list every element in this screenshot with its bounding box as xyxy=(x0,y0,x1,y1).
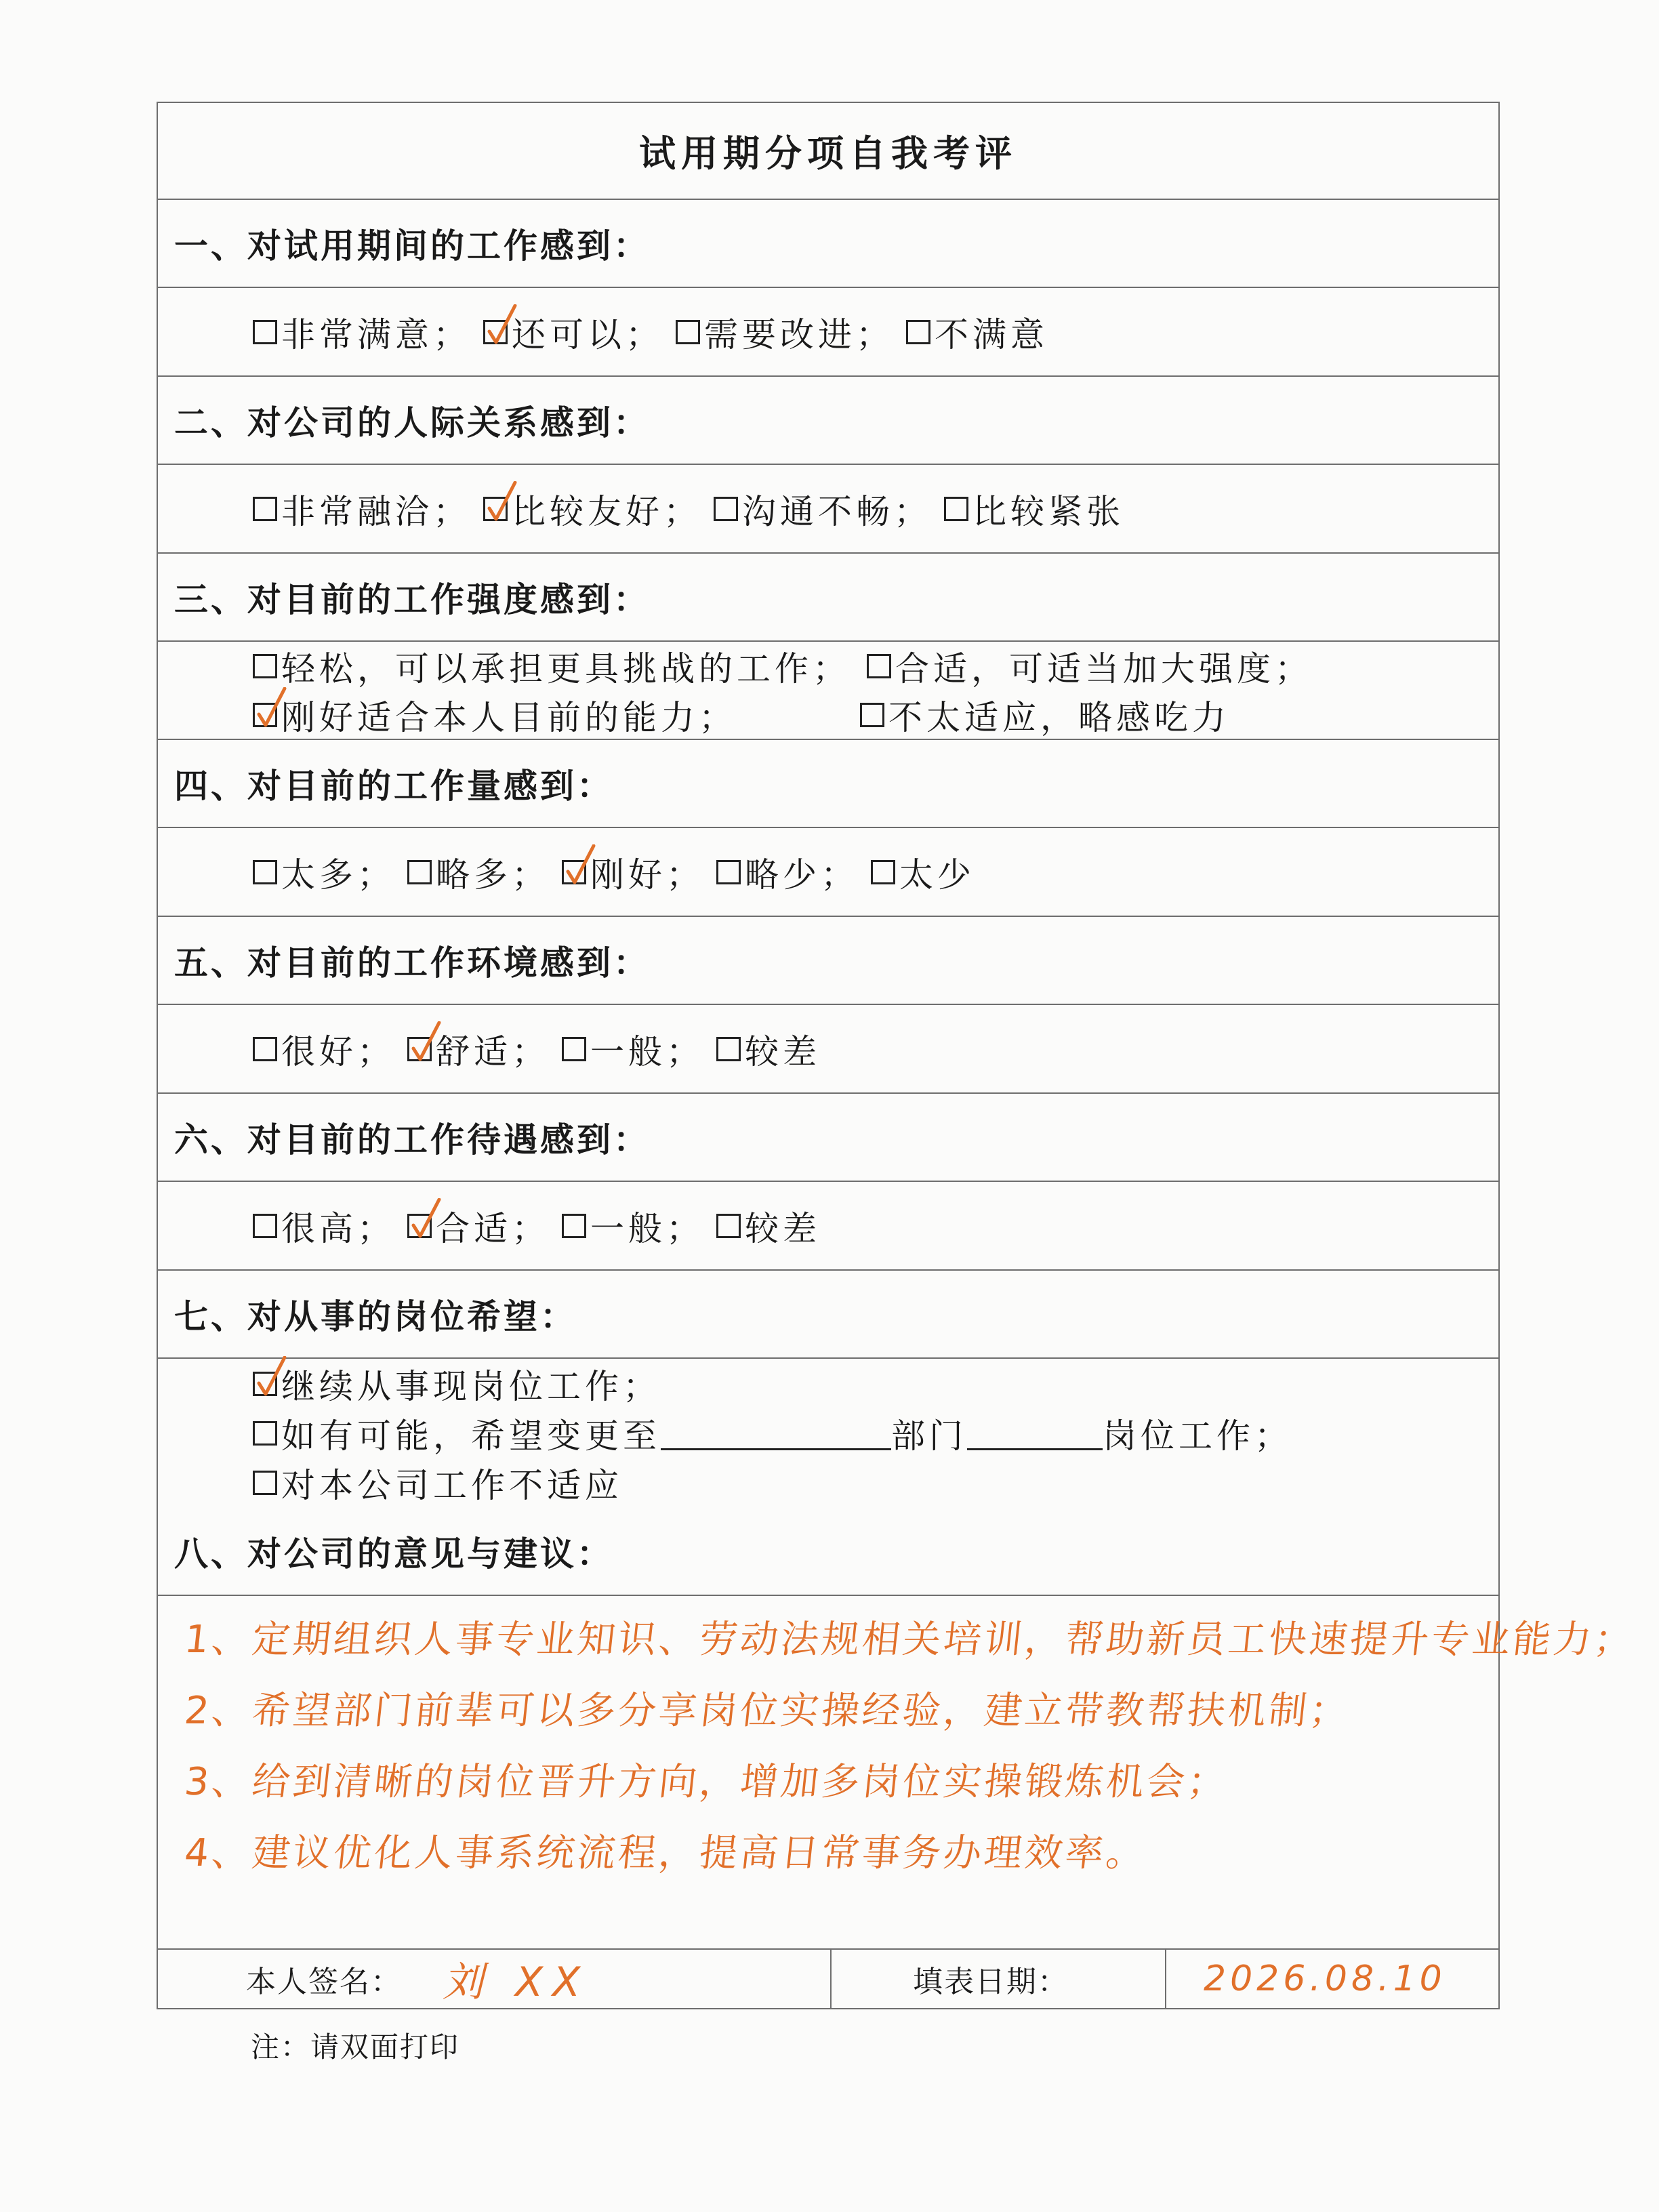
option-label: 比较友好； xyxy=(512,491,701,531)
option-label: 对本公司工作不适应 xyxy=(281,1466,623,1506)
checkbox-icon[interactable] xyxy=(871,860,895,884)
checkbox-option[interactable] xyxy=(860,691,1230,739)
checkbox-icon[interactable] xyxy=(906,320,930,344)
checkbox-option[interactable] xyxy=(253,1202,395,1250)
date-label-cell xyxy=(832,1950,1166,2008)
checked-box-icon[interactable] xyxy=(562,860,586,884)
section-heading-1: 一、对试用期间的工作感到： xyxy=(158,200,1498,288)
print-note: 注：请双面打印 xyxy=(251,2030,460,2064)
option-line xyxy=(253,642,1498,691)
checkbox-icon[interactable] xyxy=(716,1214,741,1238)
option-line xyxy=(253,1458,1498,1508)
option-label: 较差 xyxy=(745,1031,821,1071)
option-label: 很好； xyxy=(281,1031,395,1071)
checkbox-option[interactable] xyxy=(253,1359,661,1408)
checked-box-icon[interactable] xyxy=(483,497,508,521)
checkbox-option[interactable] xyxy=(906,308,1048,356)
checkbox-option[interactable] xyxy=(253,691,737,739)
form-title: 试用期分项自我考评 xyxy=(158,103,1498,200)
option-label: 舒适； xyxy=(436,1031,550,1071)
option-label: 太少 xyxy=(899,855,975,895)
date-value[interactable]: 2026.08.10 xyxy=(1204,1959,1446,1999)
department-blank[interactable] xyxy=(661,1416,891,1450)
suggestion-3: 3、给到清晰的岗位晋升方向，增加多岗位实操锻炼机会； xyxy=(182,1760,1231,1804)
section-heading-3: 三、对目前的工作强度感到： xyxy=(158,554,1498,642)
checkbox-option[interactable] xyxy=(253,485,471,533)
checked-box-icon[interactable] xyxy=(407,1037,432,1061)
checkbox-icon[interactable] xyxy=(253,1421,277,1446)
checkbox-option[interactable] xyxy=(253,1458,623,1507)
checkbox-icon[interactable] xyxy=(253,497,277,521)
checkbox-icon[interactable] xyxy=(867,654,891,678)
sections xyxy=(158,200,1498,1508)
checked-box-icon[interactable] xyxy=(407,1214,432,1238)
option-line xyxy=(253,308,1061,356)
checkbox-option[interactable] xyxy=(253,642,851,691)
option-line xyxy=(253,1025,833,1073)
date-label: 填表日期： xyxy=(913,1965,1069,1999)
option-label: 还可以； xyxy=(512,314,663,354)
checkbox-icon[interactable] xyxy=(253,1214,277,1238)
section-heading-6: 六、对目前的工作待遇感到： xyxy=(158,1094,1498,1182)
option-label: 太多； xyxy=(281,855,395,895)
section-heading-7: 七、对从事的岗位希望： xyxy=(158,1271,1498,1359)
checkbox-icon[interactable] xyxy=(714,497,738,521)
checkbox-option[interactable] xyxy=(867,642,1313,691)
checked-box-icon[interactable] xyxy=(253,1372,277,1396)
section-heading-4: 四、对目前的工作量感到： xyxy=(158,740,1498,828)
checkbox-option[interactable] xyxy=(407,1025,550,1073)
section-options-6 xyxy=(158,1182,1498,1271)
signature-cell xyxy=(158,1950,832,2008)
checkbox-icon[interactable] xyxy=(562,1037,586,1061)
option-line xyxy=(253,1408,1498,1458)
checkbox-icon[interactable] xyxy=(253,320,277,344)
checkbox-option[interactable] xyxy=(483,308,663,356)
option-line xyxy=(253,691,1498,739)
checkbox-option[interactable] xyxy=(716,848,859,897)
suggestions-area[interactable] xyxy=(158,1596,1637,1950)
checkbox-option[interactable] xyxy=(871,848,975,897)
suggestion-1: 1、定期组织人事专业知识、劳动法规相关培训，帮助新员工快速提升专业能力； xyxy=(182,1618,1637,1662)
option-label: 如有可能，希望变更至 xyxy=(281,1416,661,1456)
section-heading-8: 八、对公司的意见与建议： xyxy=(158,1508,1498,1596)
checkbox-icon[interactable] xyxy=(253,860,277,884)
option-line xyxy=(253,1202,833,1250)
checkbox-option[interactable] xyxy=(253,848,395,897)
checkbox-option[interactable] xyxy=(483,485,701,533)
option-label: 刚好适合本人目前的能力； xyxy=(281,697,737,737)
checkbox-icon[interactable] xyxy=(860,703,884,727)
checkbox-option[interactable] xyxy=(944,485,1124,533)
option-label: 较差 xyxy=(745,1208,821,1248)
evaluation-form xyxy=(157,102,1637,2009)
option-label: 合适； xyxy=(436,1208,550,1248)
option-line xyxy=(253,485,1136,533)
date-value-cell xyxy=(1166,1950,1498,2008)
section-options-1 xyxy=(158,288,1498,377)
checkbox-icon[interactable] xyxy=(716,860,741,884)
checkbox-option[interactable] xyxy=(716,1202,821,1250)
checkbox-icon[interactable] xyxy=(407,860,432,884)
section-options-5 xyxy=(158,1005,1498,1094)
department-label: 部门 xyxy=(891,1416,967,1456)
option-label: 刚好； xyxy=(590,855,704,895)
signature-value[interactable]: 刘 XX xyxy=(443,1959,590,2006)
checkbox-icon[interactable] xyxy=(944,497,968,521)
checkbox-option[interactable] xyxy=(253,1025,395,1073)
option-label: 略多； xyxy=(436,855,550,895)
checkbox-option[interactable] xyxy=(407,848,550,897)
checkbox-icon[interactable] xyxy=(253,1037,277,1061)
checkbox-icon[interactable] xyxy=(253,654,277,678)
option-label: 非常融洽； xyxy=(281,491,471,531)
signature-label: 本人签名： xyxy=(246,1965,402,1999)
section-options-2 xyxy=(158,465,1498,554)
checkbox-icon[interactable] xyxy=(716,1037,741,1061)
option-label: 轻松，可以承担更具挑战的工作； xyxy=(281,649,851,689)
option-label: 继续从事现岗位工作； xyxy=(281,1366,661,1406)
option-label: 不满意 xyxy=(935,314,1048,354)
checkbox-option[interactable] xyxy=(562,1025,704,1073)
position-blank[interactable] xyxy=(967,1416,1103,1450)
option-label: 合适，可适当加大强度； xyxy=(895,649,1313,689)
option-label: 略少； xyxy=(745,855,859,895)
checked-box-icon[interactable] xyxy=(253,703,277,727)
checkbox-option[interactable] xyxy=(253,308,471,356)
option-line xyxy=(253,848,987,897)
option-label: 沟通不畅； xyxy=(742,491,932,531)
position-label: 岗位工作； xyxy=(1103,1416,1292,1456)
checked-box-icon[interactable] xyxy=(483,320,508,344)
option-label: 需要改进； xyxy=(704,314,894,354)
checkbox-icon[interactable] xyxy=(676,320,700,344)
section-options-4 xyxy=(158,828,1498,917)
section-heading-5: 五、对目前的工作环境感到： xyxy=(158,917,1498,1005)
signature-row xyxy=(158,1950,1498,2008)
checkbox-option[interactable] xyxy=(714,485,932,533)
checkbox-option[interactable] xyxy=(562,1202,704,1250)
option-label: 不太适应，略感吃力 xyxy=(888,697,1230,737)
checkbox-icon[interactable] xyxy=(253,1471,277,1495)
checkbox-option[interactable] xyxy=(716,1025,821,1073)
section-options-7 xyxy=(158,1359,1498,1508)
checkbox-icon[interactable] xyxy=(562,1214,586,1238)
option-label: 非常满意； xyxy=(281,314,471,354)
option-label: 一般； xyxy=(590,1208,704,1248)
suggestion-4: 4、建议优化人事系统流程，提高日常事务办理效率。 xyxy=(182,1831,1149,1875)
suggestion-2: 2、希望部门前辈可以多分享岗位实操经验，建立带教帮扶机制； xyxy=(182,1689,1353,1733)
checkbox-option[interactable] xyxy=(562,848,704,897)
checkbox-option[interactable] xyxy=(253,1409,1292,1458)
checkbox-option[interactable] xyxy=(676,308,894,356)
option-line xyxy=(253,1359,1498,1408)
section-options-3 xyxy=(158,642,1498,740)
option-label: 比较紧张 xyxy=(972,491,1124,531)
option-label: 很高； xyxy=(281,1208,395,1248)
checkbox-option[interactable] xyxy=(407,1202,550,1250)
section-heading-2: 二、对公司的人际关系感到： xyxy=(158,377,1498,465)
option-label: 一般； xyxy=(590,1031,704,1071)
